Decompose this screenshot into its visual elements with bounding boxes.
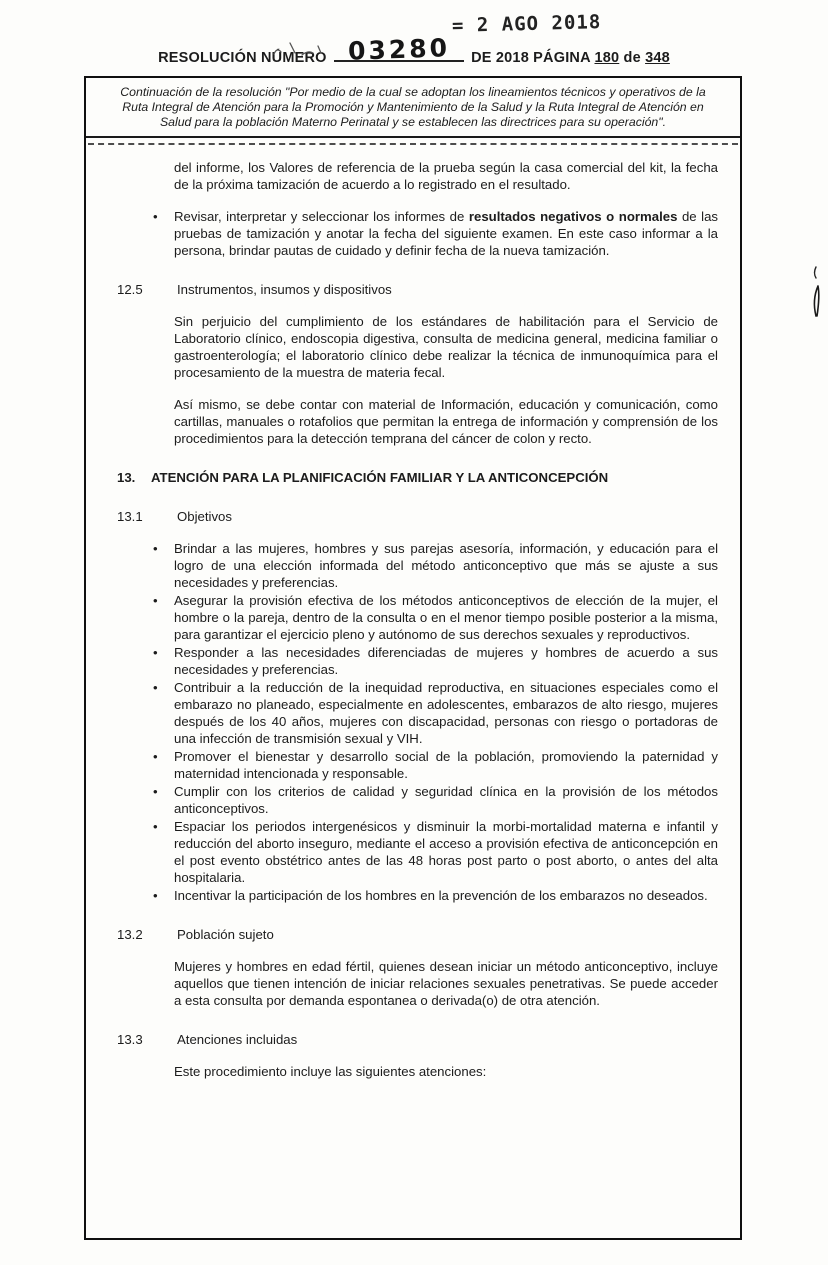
bullet-item: • Cumplir con los criterios de calidad y seguridad clínica en la provisión de los métodos anticonceptivos. bbox=[117, 783, 718, 817]
bullet-text: de las pruebas de tamización y anotar la fecha del siguiente examen. En este caso informar a la persona, brindar pautas de cuidado y definir fecha de la nueva tamización. bbox=[174, 209, 718, 258]
margin-pen-mark-icon bbox=[806, 264, 824, 320]
bullet-list-objetivos bbox=[117, 540, 718, 904]
resolution-header bbox=[0, 33, 828, 66]
section-heading-12-5 bbox=[117, 281, 718, 298]
section-heading-13-1 bbox=[117, 508, 718, 525]
bullet-text-bold: resultados negativos o normales bbox=[468, 209, 678, 224]
document-body bbox=[86, 145, 740, 1080]
bullet-item: • Asegurar la provisión efectiva de los métodos anticonceptivos de elección de la mujer, el hombre o la pareja, dentro de la consulta o en el menor tiempo posible posterior a la misma, para garantizar el ejercicio pleno y autónomo de sus derechos sexuales y reproductivos. bbox=[117, 592, 718, 643]
bullet-list-tamizacion bbox=[117, 208, 718, 259]
section-title: Instrumentos, insumos y dispositivos bbox=[177, 282, 392, 297]
bullet-item: • Responder a las necesidades diferenciadas de mujeres y hombres de acuerdo a sus necesidades y preferencias. bbox=[117, 644, 718, 678]
bullet-item: • Espaciar los periodos intergenésicos y disminuir la morbi-mortalidad materna e infantil y reducción del aborto inseguro, mediante el acceso a provisión efectiva de anticoncepción en el post evento obstétrico antes de las 48 horas post parto o post aborto, o antes del alta hospitalaria. bbox=[117, 818, 718, 886]
section-title: Atenciones incluidas bbox=[177, 1032, 298, 1047]
section-number: 12.5 bbox=[117, 282, 143, 297]
bullet-text: Revisar, interpretar y seleccionar los informes de bbox=[174, 209, 469, 224]
section-heading-13-3 bbox=[117, 1031, 718, 1048]
page-number: 180 bbox=[594, 50, 620, 66]
paragraph-asi-mismo: Así mismo, se debe contar con material de Información, educación y comunicación, como cartillas, manuales o rotafolios que permitan la entrega de información y comprensión de los procedimientos para la detección temprana del cáncer de colon y recto. bbox=[174, 397, 718, 446]
date-stamp: = 2 AGO 2018 bbox=[451, 11, 602, 37]
bullet-item: • Contribuir a la reducción de la inequidad reproductiva, en situaciones especiales como el embarazo no planeado, especialmente en adolescentes, embarazos de alto riesgo, mujeres después de los 40 años, mujeres con discapacidad, personas con riesgo o portadoras de una infección de transmisión sexual y VIH. bbox=[117, 679, 718, 747]
bullet-item: • Brindar a las mujeres, hombres y sus parejas asesoría, información, y educación para el logro de una elección informada del método anticonceptivo que más se ajuste a sus necesidades y preferencias. bbox=[117, 540, 718, 591]
continuation-note: Continuación de la resolución "Por medio de la cual se adoptan los lineamientos técnicos y operativos de la Ruta Integral de Atención para la Promoción y Mantenimiento de la Salud y la Ruta Integral de Atención en Salud para la población Materno Perinatal y se establecen las directrices para su operación". bbox=[86, 78, 740, 138]
section-title: ATENCIÓN PARA LA PLANIFICACIÓN FAMILIAR Y LA ANTICONCEPCIÓN bbox=[151, 470, 609, 485]
paragraph-poblacion-sujeto: Mujeres y hombres en edad fértil, quienes desean iniciar un método anticonceptivo, incluye aquellos que tienen intención de iniciar relaciones sexuales penetrativas. Se puede acceder a esta consulta por demanda espontanea o derivada(o) de otra atención. bbox=[174, 959, 718, 1008]
paragraph-del-informe: del informe, los Valores de referencia de la prueba según la casa comercial del kit, la fecha de la próxima tamización de acuerdo a lo registrado en el resultado. bbox=[174, 160, 718, 192]
header-title-pre: RESOLUCIÓN NÚMERO bbox=[158, 50, 327, 66]
section-number: 13.3 bbox=[117, 1032, 143, 1047]
resolution-number-blank bbox=[334, 33, 464, 66]
page-total: 348 bbox=[645, 50, 670, 66]
header-title-mid: DE 2018 PÁGINA bbox=[471, 50, 591, 66]
bullet-item-revisar bbox=[117, 208, 718, 259]
section-title: Objetivos bbox=[177, 509, 232, 524]
section-number: 13.2 bbox=[117, 927, 143, 942]
bullet-item: • Promover el bienestar y desarrollo social de la población, promoviendo la paternidad y maternidad intencionada y responsable. bbox=[117, 748, 718, 782]
section-title: Población sujeto bbox=[177, 927, 274, 942]
page-of-label: de bbox=[623, 50, 641, 66]
section-heading-13-2 bbox=[117, 926, 718, 943]
section-number: 13.1 bbox=[117, 509, 143, 524]
paragraph-sin-perjuicio: Sin perjuicio del cumplimiento de los estándares de habilitación para el Servicio de Laboratorio clínico, endoscopia digestiva, consulta de medicina general, medicina familiar o gastroenterología; el laboratorio clínico debe realizar la técnica de inmunoquímica para el procesamiento de la muestra de materia fecal. bbox=[174, 314, 718, 380]
document-frame bbox=[84, 76, 742, 1240]
handwritten-number: 03280 bbox=[347, 33, 451, 66]
paragraph-atenciones-incluidas: Este procedimiento incluye las siguientes atenciones: bbox=[174, 1064, 487, 1079]
bullet-item: • Incentivar la participación de los hombres en la prevención de los embarazos no deseados. bbox=[117, 887, 718, 904]
section-heading-13 bbox=[117, 469, 718, 486]
handwritten-scribble-icon bbox=[266, 38, 330, 62]
section-number: 13. bbox=[117, 470, 136, 485]
